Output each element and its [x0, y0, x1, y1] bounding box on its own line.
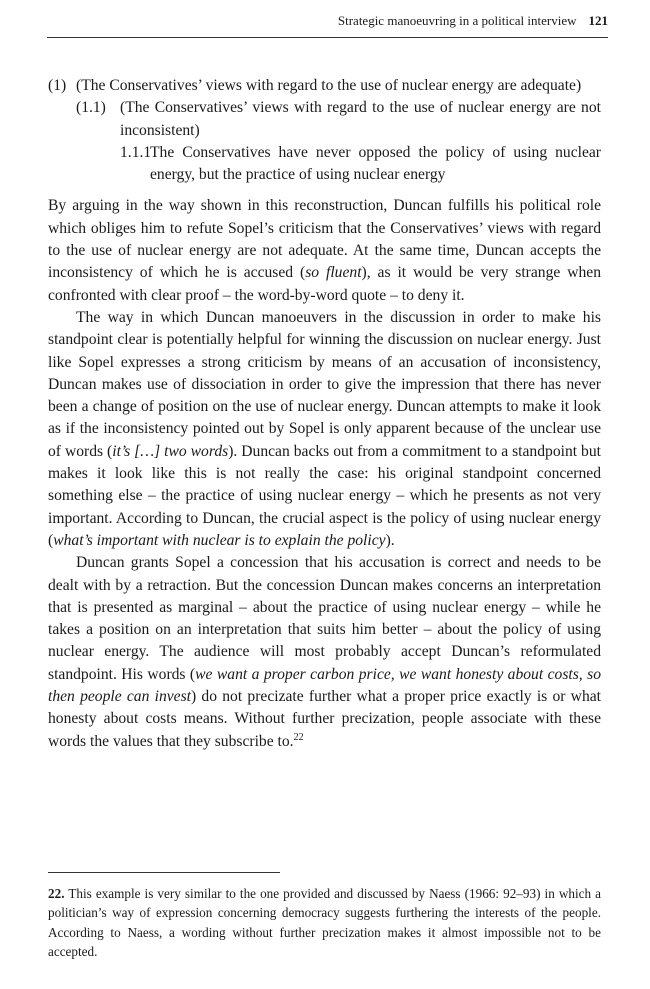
footnote-number: 22. [48, 886, 65, 901]
outline-item [120, 142, 601, 187]
header-rule [47, 37, 608, 38]
footnote-rule [48, 872, 280, 873]
page-number: 121 [588, 13, 608, 28]
paragraph: Duncan grants Sopel a concession that his accusation is correct and needs to be dealt with by a retraction. But the concession Duncan makes concerns an interpretation that is presented as marginal – about the practice of using nuclear energy – while he takes a position on an interpretation that suits him better – about the policy of using nuclear energy. The audience will most probably accept Duncan’s reformulated standpoint. His words (we want a proper carbon price, we want honesty about costs, so then people can invest) do not precizate further what a proper price exactly is or what honesty about costs means. Without further precization, people associate with these words the values that they subscribe to.$^{22}$ [48, 554, 601, 750]
paragraph: The way in which Duncan manoeuvers in the discussion in order to make his standpoint clear is potentially helpful for winning the discussion on nuclear energy. Just like Sopel expresses a strong criticism by means of an accusation of inconsistency, Duncan makes use of dissociation in order to give the impression that there has never been a change of position on the use of nuclear energy. Duncan attempts to make it look as if the inconsistency pointed out by Sopel is only apparent because of the unclear use of words (it’s […] two words). Duncan backs out from a commitment to a standpoint but makes it look like this is not really the case: his original standpoint concerned something else – the practice of using nuclear energy – which he presents as not very important. According to Duncan, the crucial aspect is the policy of using nuclear energy (what’s important with nuclear is to explain the policy). [48, 308, 601, 549]
footnote-ref[interactable]: 22 [293, 731, 304, 743]
running-header [47, 10, 608, 32]
outline-text: The Conservatives have never opposed the policy of using nuclear energy, but the practice of using nuclear energy [150, 143, 601, 184]
outline-number: 1.1.1 [120, 143, 152, 161]
paragraph: By arguing in the way shown in this reconstruction, Duncan fulfills his political role which obliges him to refute Sopel’s criticism that the Conservatives’ views with regard to the use of nuclear energy are not adequate. At the same time, Duncan accepts the inconsistency of which he is accused (so fluent), as it would be very strange when confronted with clear proof – the word-by-word quote – to deny it. [48, 197, 601, 304]
outline-text: (The Conservatives’ views with regard to the use of nuclear energy are not inconsistent) [120, 99, 601, 139]
outline-item [76, 97, 601, 142]
footnote [48, 884, 601, 961]
running-title: Strategic manoeuvring in a political interview [337, 13, 577, 28]
outline-number: (1.1) [76, 99, 106, 117]
main-text [48, 75, 601, 753]
outline-item [48, 75, 601, 97]
outline-text: (The Conservatives’ views with regard to the use of nuclear energy are adequate) [76, 77, 582, 94]
argument-reconstruction [48, 75, 601, 186]
outline-number: (1) [48, 77, 67, 94]
footnote-text: This example is very similar to the one provided and discussed by Naess (1966: 92–93) in which a politician’s way of expression concerning democracy suggests furthering the interests of the people. According to Naess, a wording without further precization makes it almost impossible not to be accepted. [48, 886, 602, 959]
